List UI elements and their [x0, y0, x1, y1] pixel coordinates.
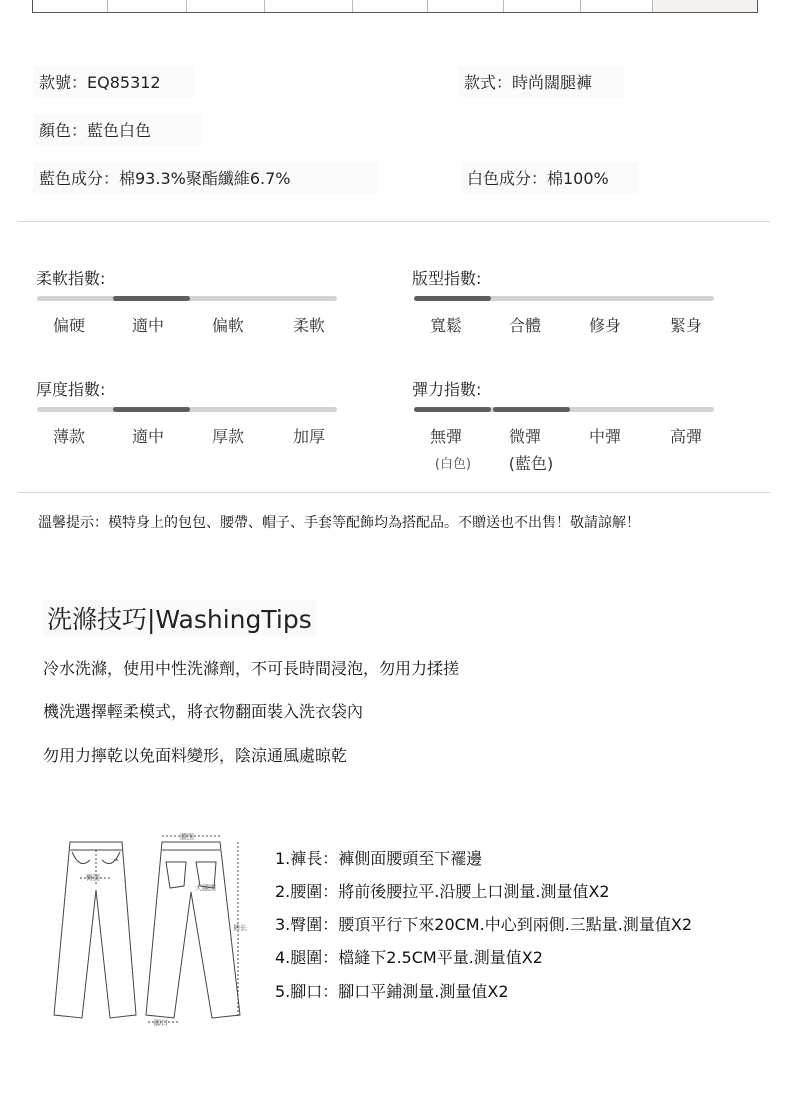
elasticity-option: 無彈	[429, 427, 462, 446]
elasticity-note-blue: (藍色)	[508, 454, 554, 473]
fit-bar-fill	[414, 296, 491, 301]
pants-back-outline	[146, 842, 240, 1018]
table-cell	[264, 0, 352, 12]
fit-option: 緊身	[669, 316, 702, 335]
thickness-bar	[37, 407, 337, 412]
thickness-index-title: 厚度指數:	[36, 380, 106, 399]
elasticity-option: 微彈	[508, 427, 541, 446]
elasticity-note-white: (白色)	[434, 457, 472, 472]
diagram-label-waist: 腰围	[180, 833, 194, 841]
table-cell	[352, 0, 427, 12]
elasticity-option: 高彈	[669, 427, 702, 446]
elasticity-option: 中彈	[588, 427, 621, 446]
washing-tip: 冷水洗滌，使用中性洗滌劑，不可長時間浸泡，勿用力揉搓	[43, 659, 460, 678]
softness-option: 偏硬	[52, 316, 85, 335]
measurement-line: 3.臀圍：腰頂平行下來20CM.中心到兩側.三點量.測量值X2	[275, 915, 693, 934]
elasticity-bar-fill-white	[414, 407, 491, 412]
thickness-bar-fill	[113, 407, 190, 412]
measurement-line: 1.褲長：褲側面腰頭至下襬邊	[275, 849, 483, 868]
table-cell	[186, 0, 264, 12]
style-type: 款式：時尚闊腿褲	[458, 66, 624, 97]
size-table-bottom-edge	[32, 0, 758, 13]
thickness-option: 加厚	[292, 427, 325, 446]
fit-option: 合體	[508, 316, 541, 335]
fit-option: 寬鬆	[429, 316, 462, 335]
fit-option: 修身	[588, 316, 621, 335]
softness-option: 柔軟	[292, 316, 325, 335]
pants-measurement-diagram	[50, 830, 250, 1030]
thickness-option: 厚款	[211, 427, 244, 446]
fit-bar	[414, 296, 714, 301]
diagram-label-hem: 脚口	[154, 1019, 168, 1027]
thickness-option: 薄款	[52, 427, 85, 446]
blue-composition: 藍色成分：棉93.3%聚酯纖維6.7%	[33, 162, 378, 193]
table-cell	[652, 0, 757, 12]
measurement-line: 4.腿圍：檔縫下2.5CM平量.測量值X2	[275, 948, 543, 967]
elasticity-index-title: 彈力指數:	[412, 380, 482, 399]
elasticity-bar-fill-blue	[493, 407, 570, 412]
white-composition: 白色成分：棉100%	[461, 162, 639, 193]
softness-bar-fill	[113, 296, 190, 301]
divider	[18, 221, 770, 222]
style-number: 款號：EQ85312	[33, 66, 195, 97]
notice-text: 溫馨提示：模特身上的包包、腰帶、帽子、手套等配飾均為搭配品。不贈送也不出售！敬請諒解！	[38, 515, 640, 531]
pants-front-outline	[54, 842, 136, 1018]
table-cell	[427, 0, 503, 12]
washing-tip: 機洗選擇輕柔模式，將衣物翻面裝入洗衣袋內	[43, 702, 364, 721]
measurement-line: 2.腰圍：將前後腰拉平.沿腰上口測量.測量值X2	[275, 882, 610, 901]
elasticity-bar	[414, 407, 714, 412]
table-cell	[503, 0, 580, 12]
softness-bar	[37, 296, 337, 301]
table-cell	[580, 0, 652, 12]
diagram-label-thigh: 大腿围	[195, 884, 216, 892]
diagram-label-length: 裤长	[233, 924, 247, 932]
softness-option: 適中	[131, 316, 164, 335]
softness-index-title: 柔軟指數:	[36, 269, 106, 288]
table-cell	[107, 0, 186, 12]
color-info: 顏色：藍色白色	[33, 114, 201, 145]
divider	[18, 492, 770, 493]
washing-tips-title: 洗滌技巧|WashingTips	[43, 600, 316, 636]
washing-tip: 勿用力擰乾以免面料變形，陰涼通風處晾乾	[43, 746, 348, 765]
measurement-line: 5.腳口：腳口平鋪測量.測量值X2	[275, 982, 509, 1001]
table-cell	[33, 0, 107, 12]
thickness-option: 適中	[131, 427, 164, 446]
softness-option: 偏軟	[211, 316, 244, 335]
diagram-label-hip: 臀围	[86, 874, 100, 882]
fit-index-title: 版型指數:	[412, 269, 482, 288]
